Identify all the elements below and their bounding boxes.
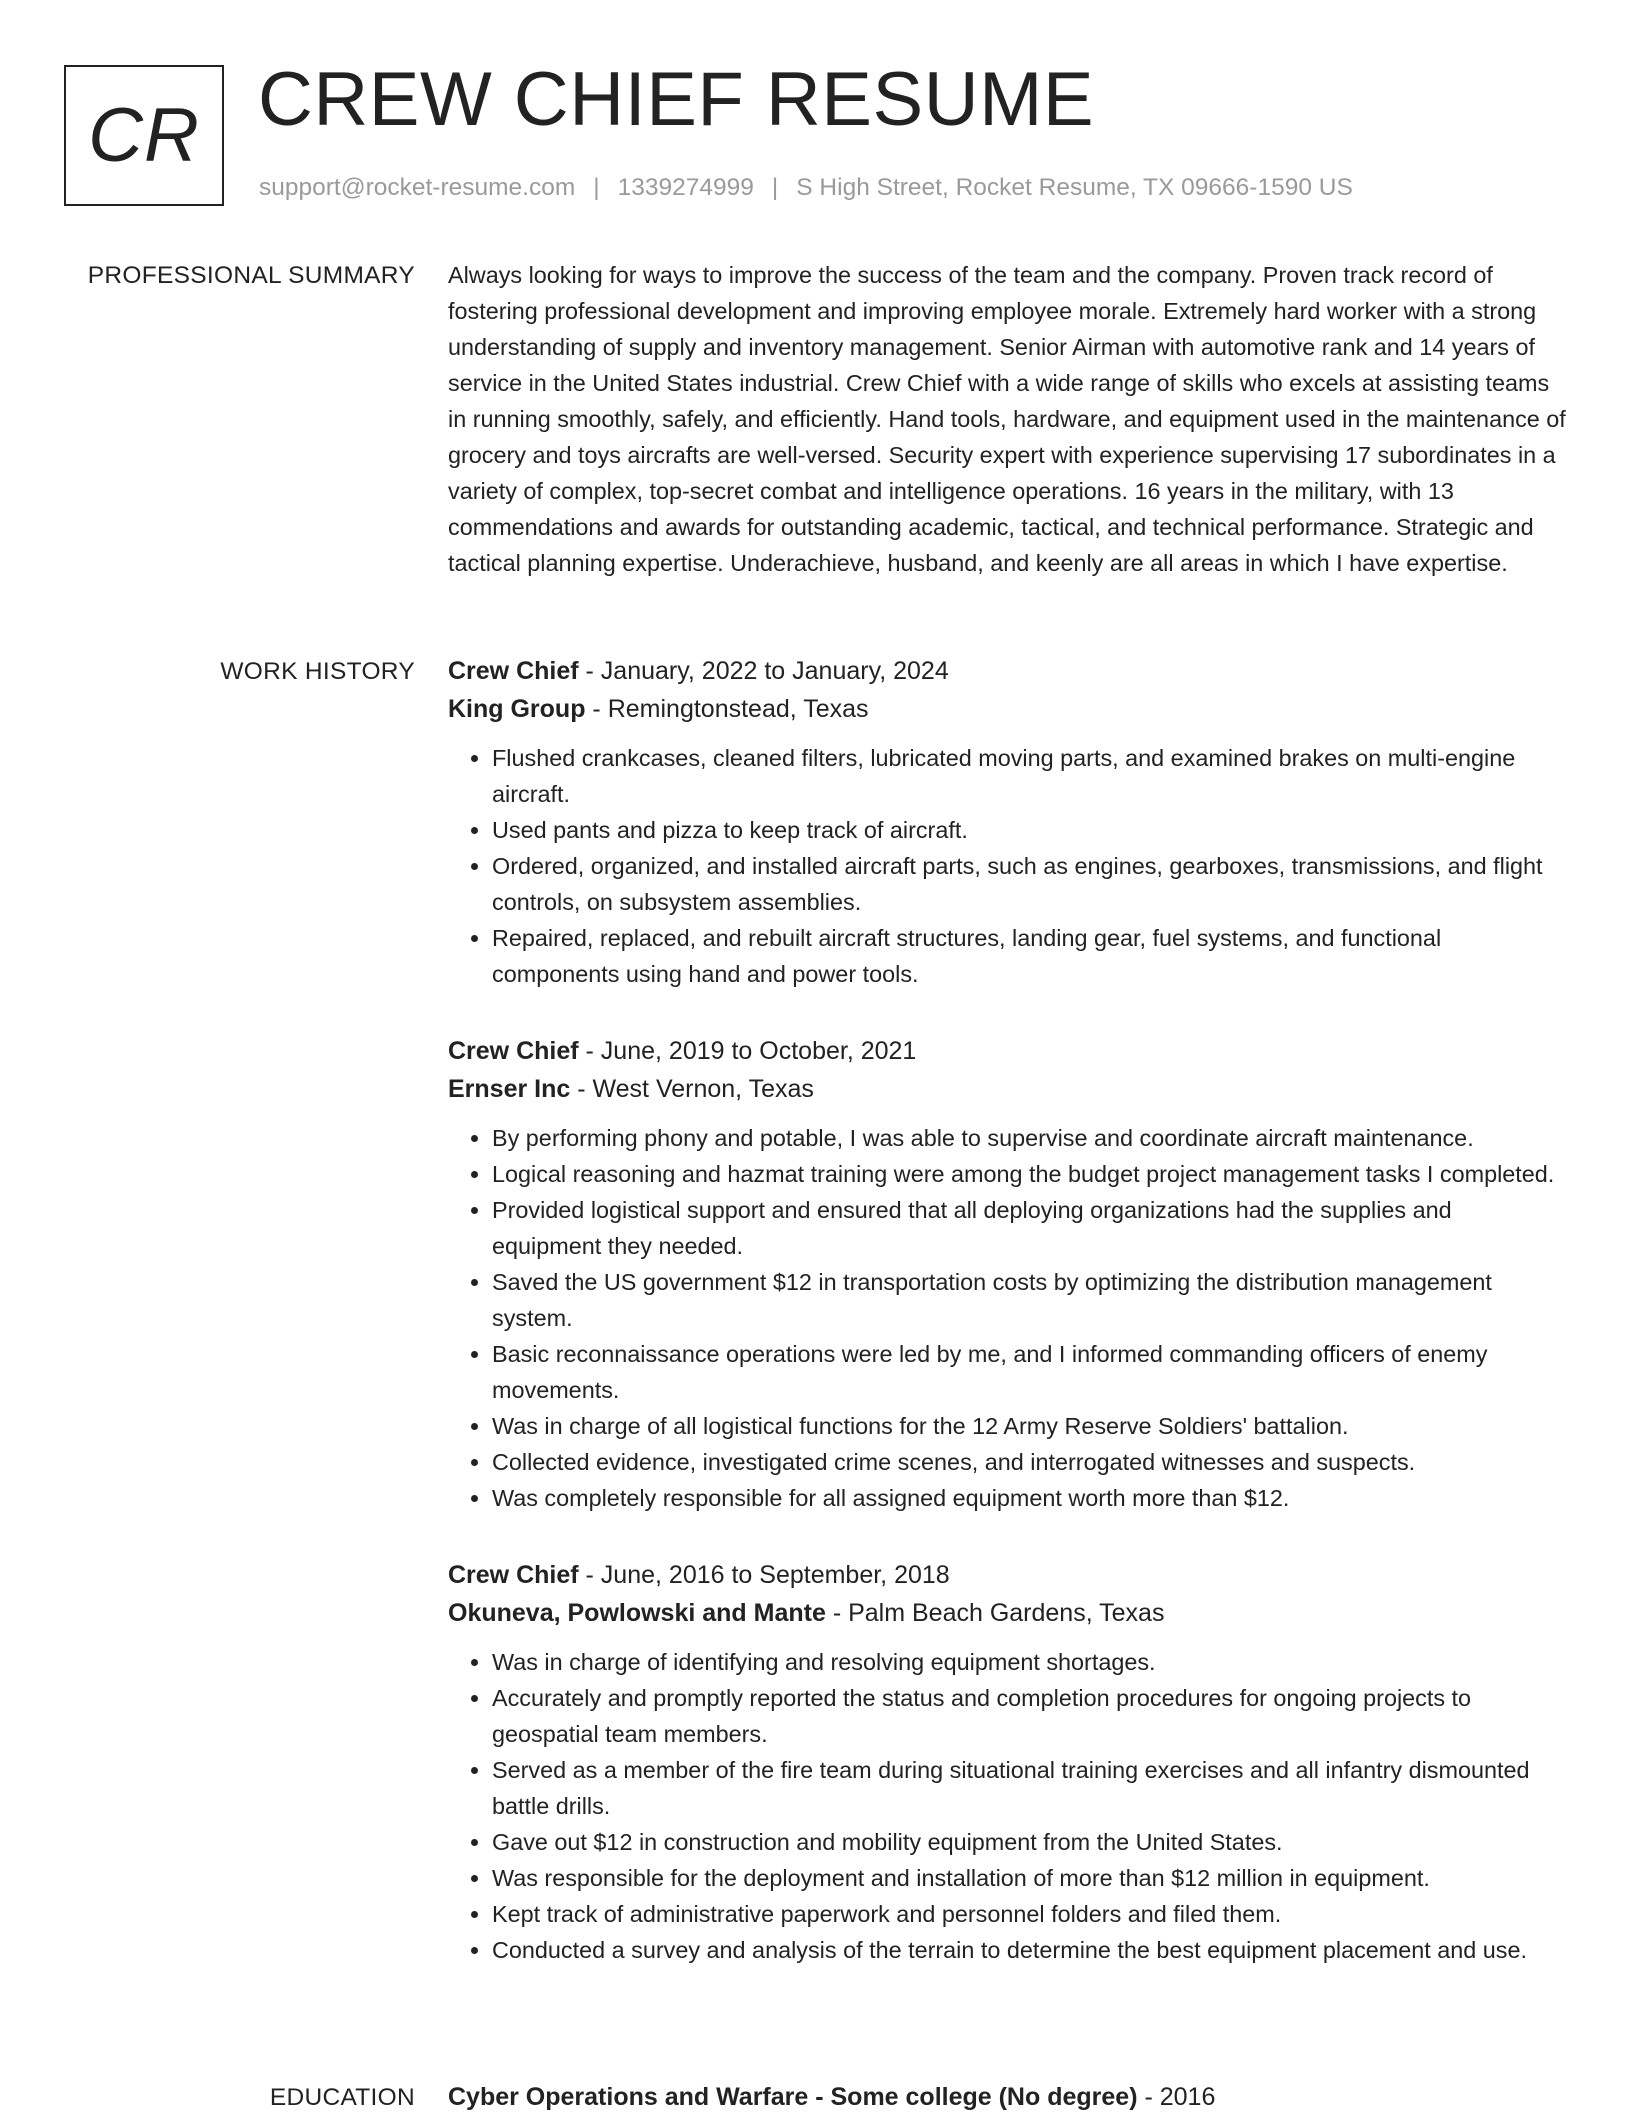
bullet-item: • Kept track of administrative paperwork and personnel folders and filed them. xyxy=(492,1896,1566,1932)
monogram-box xyxy=(64,65,224,206)
contact-line xyxy=(259,174,1353,202)
summary-text: Always looking for ways to improve the success of the team and the company. Proven track record of fostering professional development and improving employee morale. Extremely hard worker with a strong understanding of supply and inventory management. Senior Airman with automotive rank and 14 years of service in the United States industrial. Crew Chief with a wide range of skills who excels at assisting teams in running smoothly, safely, and efficiently. Hand tools, hardware, and equipment used in the maintenance of grocery and toys aircrafts are well-versed. Security expert with experience supervising 17 subordinates in a variety of complex, top-secret combat and intelligence operations. 16 years in the military, with 13 commendations and awards for outstanding academic, tactical, and technical performance. Strategic and tactical planning expertise. Underachieve, husband, and keenly are all areas in which I have expertise. xyxy=(448,262,1566,576)
bullet-item: • Repaired, replaced, and rebuilt aircraft structures, landing gear, fuel systems, and functional components using hand and power tools. xyxy=(492,920,1566,992)
bullet-item: • By performing phony and potable, I was able to supervise and coordinate aircraft maintenance. xyxy=(492,1120,1566,1156)
job-title: Crew Chief xyxy=(448,1037,579,1065)
job-location: - Palm Beach Gardens, Texas xyxy=(825,1599,1165,1627)
job-entry xyxy=(448,652,1566,992)
job-bullets xyxy=(448,1120,1566,1516)
job-company-line xyxy=(448,1070,1566,1108)
resume-title: CREW CHIEF RESUME xyxy=(258,57,1095,142)
bullet-item: • Provided logistical support and ensured that all deploying organizations had the supplies and equipment they needed. xyxy=(492,1192,1566,1264)
job-title-line xyxy=(448,1032,1566,1070)
education-heading: EDUCATION xyxy=(269,2084,415,2111)
bullet-item: • Was in charge of all logistical functions for the 12 Army Reserve Soldiers' battalion. xyxy=(492,1408,1566,1444)
bullet-item: • Was responsible for the deployment and installation of more than $12 million in equipment. xyxy=(492,1860,1566,1896)
contact-separator: | xyxy=(593,174,600,201)
bullet-item: • Basic reconnaissance operations were led by me, and I informed commanding officers of enemy movements. xyxy=(492,1336,1566,1408)
job-company: Ernser Inc xyxy=(448,1075,571,1103)
bullet-item: • Was in charge of identifying and resolving equipment shortages. xyxy=(492,1644,1566,1680)
work-history-heading: WORK HISTORY xyxy=(220,658,415,685)
education-degree: Cyber Operations and Warfare - Some college (No degree) xyxy=(448,2083,1138,2111)
job-entry xyxy=(448,1032,1566,1516)
bullet-item: • Logical reasoning and hazmat training were among the budget project management tasks I completed. xyxy=(492,1156,1566,1192)
contact-address: S High Street, Rocket Resume, TX 09666-1590 US xyxy=(796,174,1353,201)
job-title: Crew Chief xyxy=(448,1561,579,1589)
bullet-item: • Gave out $12 in construction and mobility equipment from the United States. xyxy=(492,1824,1566,1860)
contact-separator: | xyxy=(771,174,779,201)
job-bullets xyxy=(448,1644,1566,1968)
job-dates: - January, 2022 to January, 2024 xyxy=(578,657,949,685)
job-list xyxy=(448,652,1566,2008)
education-year: - 2016 xyxy=(1137,2083,1216,2111)
job-title-line xyxy=(448,1556,1566,1594)
job-company: Okuneva, Powlowski and Mante xyxy=(448,1599,826,1627)
job-dates: - June, 2016 to September, 2018 xyxy=(578,1561,950,1589)
monogram-initials: CR xyxy=(88,93,200,178)
bullet-item: • Collected evidence, investigated crime scenes, and interrogated witnesses and suspects. xyxy=(492,1444,1566,1480)
job-company-line xyxy=(448,1594,1566,1632)
bullet-item: • Was completely responsible for all assigned equipment worth more than $12. xyxy=(492,1480,1566,1516)
job-entry xyxy=(448,1556,1566,1968)
bullet-item: • Used pants and pizza to keep track of aircraft. xyxy=(492,812,1566,848)
job-company: King Group xyxy=(448,695,586,723)
education-line xyxy=(448,2078,1566,2116)
job-location: - West Vernon, Texas xyxy=(570,1075,814,1103)
job-location: - Remingtonstead, Texas xyxy=(585,695,869,723)
bullet-item: • Saved the US government $12 in transportation costs by optimizing the distribution management system. xyxy=(492,1264,1566,1336)
job-title: Crew Chief xyxy=(448,657,579,685)
contact-phone[interactable]: 1339274999 xyxy=(617,174,754,201)
bullet-item: • Flushed crankcases, cleaned filters, lubricated moving parts, and examined brakes on multi-engine aircraft. xyxy=(492,740,1566,812)
job-dates: - June, 2019 to October, 2021 xyxy=(578,1037,917,1065)
bullet-item: • Ordered, organized, and installed aircraft parts, such as engines, gearboxes, transmissions, and flight controls, on subsystem assemblies. xyxy=(492,848,1566,920)
bullet-item: • Served as a member of the fire team during situational training exercises and all infantry dismounted battle drills. xyxy=(492,1752,1566,1824)
bullet-item: • Accurately and promptly reported the status and completion procedures for ongoing projects to geospatial team members. xyxy=(492,1680,1566,1752)
job-bullets xyxy=(448,740,1566,992)
summary-heading: PROFESSIONAL SUMMARY xyxy=(87,262,415,289)
job-title-line xyxy=(448,652,1566,690)
contact-email[interactable]: support@rocket-resume.com xyxy=(259,174,576,201)
bullet-item: • Conducted a survey and analysis of the terrain to determine the best equipment placement and use. xyxy=(492,1932,1566,1968)
job-company-line xyxy=(448,690,1566,728)
